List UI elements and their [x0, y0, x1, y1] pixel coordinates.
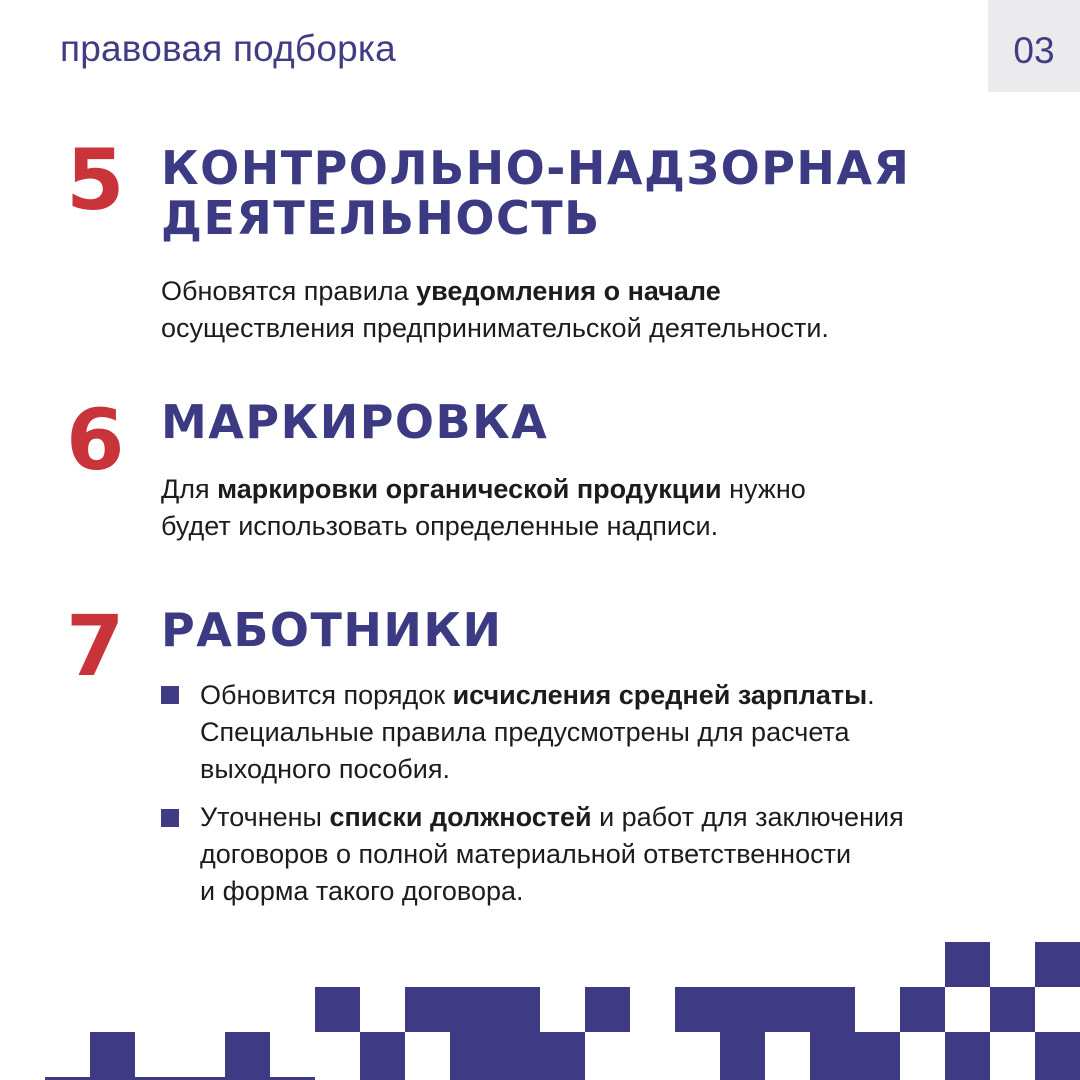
section-title-5-line1: КОНТРОЛЬНО-НАДЗОРНАЯ: [161, 141, 911, 195]
text-plain: Для: [161, 474, 218, 504]
section-title-6-line1: МАРКИРОВКА: [161, 395, 549, 449]
text-plain: и работ для заключения: [591, 802, 904, 832]
text-bold: списки должностей: [329, 802, 592, 832]
bullet-square-1: [161, 686, 179, 704]
text-plain: нужно: [721, 474, 806, 504]
section-title-5-line2: ДЕЯТЕЛЬНОСТЬ: [161, 191, 601, 245]
bullet-text-2: [200, 799, 904, 910]
text-plain: будет использовать определенные надписи.: [161, 511, 719, 541]
section-text-5: [161, 273, 829, 347]
text-bold: исчисления средней зарплаты: [452, 680, 868, 710]
text-plain: Обновятся правила: [161, 276, 417, 306]
decorative-pixel-pattern: [0, 930, 1080, 1080]
section-number-7: 7: [66, 597, 125, 695]
text-bold: маркировки органической продукции: [217, 474, 722, 504]
section-text-6: [161, 471, 806, 545]
bullet-square-2: [161, 809, 179, 827]
page-number: 03: [1013, 30, 1055, 71]
section-number-5: 5: [66, 131, 125, 229]
text-plain: осуществления предпринимательской деятельности.: [161, 313, 829, 343]
section-title-7: [161, 605, 502, 655]
bullet-text-1: [200, 677, 875, 788]
text-plain: Уточнены: [200, 802, 330, 832]
text-plain: Обновится порядок: [200, 680, 453, 710]
text-bold: уведомления о начале: [416, 276, 721, 306]
text-plain: .: [867, 680, 875, 710]
section-title-7-line1: РАБОТНИКИ: [161, 603, 503, 657]
text-plain: договоров о полной материальной ответственности: [200, 839, 852, 869]
text-plain: выходного пособия.: [200, 754, 450, 784]
text-plain: и форма такого договора.: [200, 876, 524, 906]
header-title: правовая подборка: [60, 28, 396, 69]
section-title-6: [161, 397, 548, 447]
text-plain: Специальные правила предусмотрены для расчета: [200, 717, 850, 747]
section-number-6: 6: [66, 391, 125, 489]
section-title-5: [161, 143, 910, 243]
page-number-box: [988, 0, 1080, 92]
